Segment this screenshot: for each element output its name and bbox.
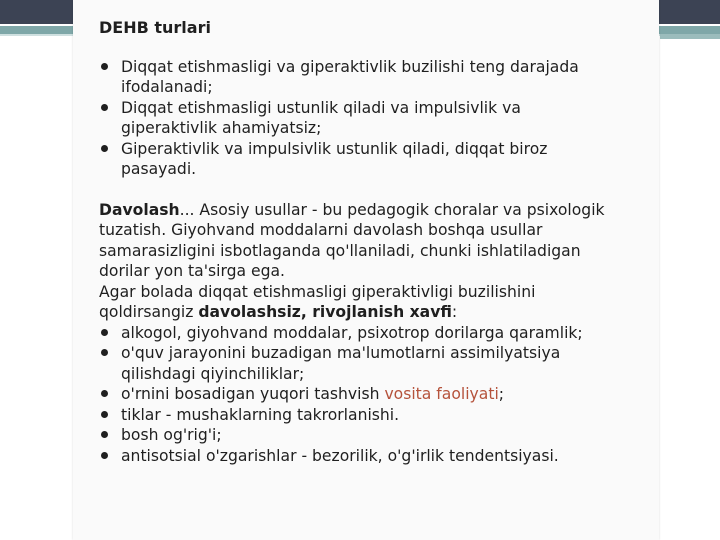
list-item [99,139,619,180]
treatment-heading: Davolash [99,200,180,219]
list-item [99,343,619,384]
bullet-icon [101,145,108,152]
types-list [99,57,619,180]
list-item-text: Diqqat etishmasligi ustunlik qiladi va impulsivlik va giperaktivlik ahamiyatsiz; [121,98,521,137]
bullet-icon [101,390,108,397]
list-item-text: o'quv jarayonini buzadigan ma'lumotlarni assimilyatsiya qilishdagi qiyinchiliklar; [121,344,561,383]
list-item [99,323,619,344]
bullet-icon [101,431,108,438]
list-item-text: tiklar - mushaklarning takrorlanishi. [121,405,400,424]
list-item-text: antisotsial o'zgarishlar - bezorilik, o'g'irlik tendentsiyasi. [121,446,559,465]
bullet-icon [101,452,108,459]
list-item [99,446,619,467]
list-item [99,425,619,446]
header-teal-accent [660,34,720,39]
risks-list [99,323,619,467]
document-title: DEHB turlari [99,18,211,37]
list-item-tail: ; [498,385,505,403]
bullet-icon [101,411,108,418]
accent-text: vosita faoliyati [384,385,499,403]
list-item-text: o'rnini bosadigan yuqori tashvish [121,385,385,403]
treatment-paragraph [99,200,619,282]
treatment-text: ... Asosiy usullar - bu pedagogik choralar va psixologik tuzatish. Giyohvand moddalarni davolash boshqa usullar samarasizligini isbotlaganda qo'llaniladi, chunki ishlatiladigan dorilar yon ta'sirga ega. [99,200,605,280]
list-item [99,384,619,405]
list-item-text: alkogol, giyohvand moddalar, psixotrop dorilarga qaramlik; [121,323,583,342]
risk-intro-paragraph [99,282,619,323]
risk-intro-text: Agar bolada diqqat etishmasligi giperaktivligi buzilishini qoldirsangiz [99,282,536,321]
bullet-icon [101,63,108,70]
list-item-text: Giperaktivlik va impulsivlik ustunlik qiladi, diqqat biroz pasayadi. [121,139,548,178]
list-item [99,57,619,98]
document-page [73,0,659,540]
risk-heading: davolashsiz, rivojlanish xavfi [198,303,452,321]
list-item-text: Diqqat etishmasligi va giperaktivlik buzilishi teng darajada ifodalanadi; [121,57,579,96]
document-content [99,18,619,466]
spacer [99,180,619,200]
bullet-icon [101,329,108,336]
list-item [99,405,619,426]
risk-colon: : [451,303,458,321]
list-item-text: bosh og'rig'i; [121,426,222,444]
bullet-icon [101,349,108,356]
bullet-icon [101,104,108,111]
list-item [99,98,619,139]
